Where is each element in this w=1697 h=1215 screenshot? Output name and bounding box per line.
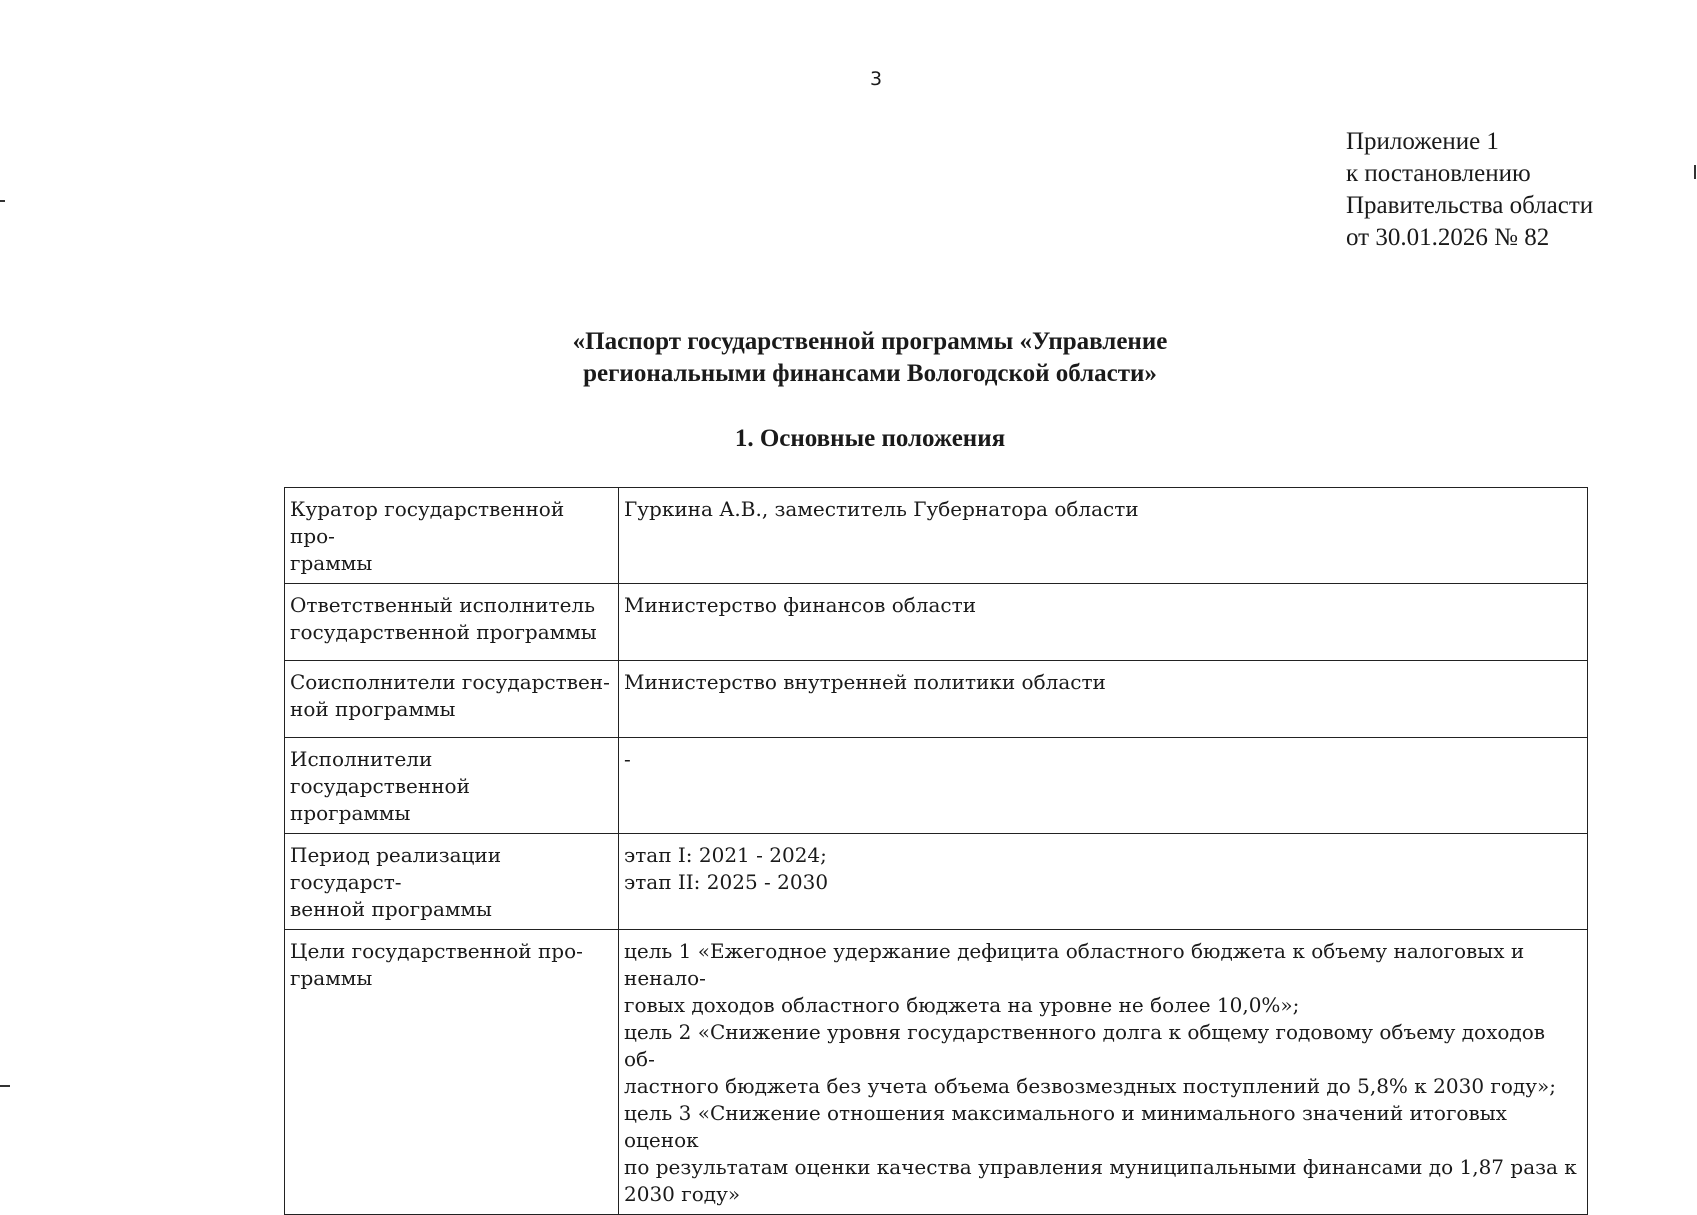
- value-line: цель 3 «Снижение отношения максимального и минимального значений итоговых оценок: [624, 1101, 1507, 1152]
- row-label-cell: [285, 661, 619, 738]
- label-line: Исполнители государственной: [290, 747, 470, 798]
- value-line: 2030 году»: [624, 1182, 741, 1206]
- value-line: цель 2 «Снижение уровня государственного долга к общему годовому объему доходов об-: [624, 1020, 1546, 1071]
- label-line: Соисполнители государствен-: [290, 670, 610, 694]
- section-title: 1. Основные положения: [734, 425, 1006, 452]
- value-line: говых доходов областного бюджета на уровне не более 10,0%»;: [624, 993, 1300, 1017]
- page-number: 3: [870, 68, 883, 90]
- table-row: [285, 584, 1588, 661]
- value-line: цель 1 «Ежегодное удержание дефицита областного бюджета к объему налоговых и ненало-: [624, 939, 1525, 990]
- label-line: Цели государственной про-: [290, 939, 583, 963]
- label-line: государственной программы: [290, 620, 597, 644]
- row-value-cell: [619, 661, 1588, 738]
- document-title-line: региональными финансами Вологодской области»: [583, 360, 1157, 387]
- scan-margin-mark: [0, 1085, 10, 1087]
- table-row: [285, 488, 1588, 584]
- row-value-cell: [619, 834, 1588, 930]
- appendix-line: от 30.01.2026 № 82: [1346, 224, 1550, 251]
- row-value-cell: [619, 738, 1588, 834]
- appendix-line: к постановлению: [1346, 160, 1531, 187]
- value-line: Министерство финансов области: [624, 593, 977, 617]
- row-value-cell: [619, 488, 1588, 584]
- value-line: по результатам оценки качества управления муниципальными финансами до 1,87 раза к: [624, 1155, 1577, 1179]
- label-line: Куратор государственной про-: [290, 497, 565, 548]
- appendix-line: Приложение 1: [1346, 128, 1499, 155]
- appendix-block: [1346, 126, 1593, 254]
- row-label-cell: [285, 930, 619, 1215]
- value-line: Гуркина А.В., заместитель Губернатора области: [624, 497, 1139, 521]
- scan-margin-mark: [0, 200, 5, 202]
- table-row: [285, 661, 1588, 738]
- value-line: Министерство внутренней политики области: [624, 670, 1106, 694]
- row-label-cell: [285, 834, 619, 930]
- value-line: этап I: 2021 - 2024;: [624, 843, 827, 867]
- passport-table: [284, 487, 1588, 1215]
- document-title-line: «Паспорт государственной программы «Управление: [572, 328, 1168, 355]
- label-line: Ответственный исполнитель: [290, 593, 596, 617]
- value-line: этап II: 2025 - 2030: [624, 870, 829, 894]
- value-line: ластного бюджета без учета объема безвозмездных поступлений до 5,8% к 2030 году»;: [624, 1074, 1556, 1098]
- label-line: венной программы: [290, 897, 492, 921]
- label-line: программы: [290, 801, 411, 825]
- table-row: [285, 834, 1588, 930]
- row-value-cell: [619, 930, 1588, 1215]
- label-line: граммы: [290, 551, 373, 575]
- appendix-line: Правительства области: [1346, 192, 1594, 219]
- document-title: [300, 326, 1440, 390]
- label-line: Период реализации государст-: [290, 843, 502, 894]
- value-line: -: [624, 747, 631, 771]
- row-label-cell: [285, 584, 619, 661]
- row-label-cell: [285, 488, 619, 584]
- row-label-cell: [285, 738, 619, 834]
- row-value-cell: [619, 584, 1588, 661]
- scan-margin-mark: [1694, 165, 1696, 179]
- label-line: ной программы: [290, 697, 456, 721]
- table-row: [285, 930, 1588, 1215]
- table-row: [285, 738, 1588, 834]
- label-line: граммы: [290, 966, 373, 990]
